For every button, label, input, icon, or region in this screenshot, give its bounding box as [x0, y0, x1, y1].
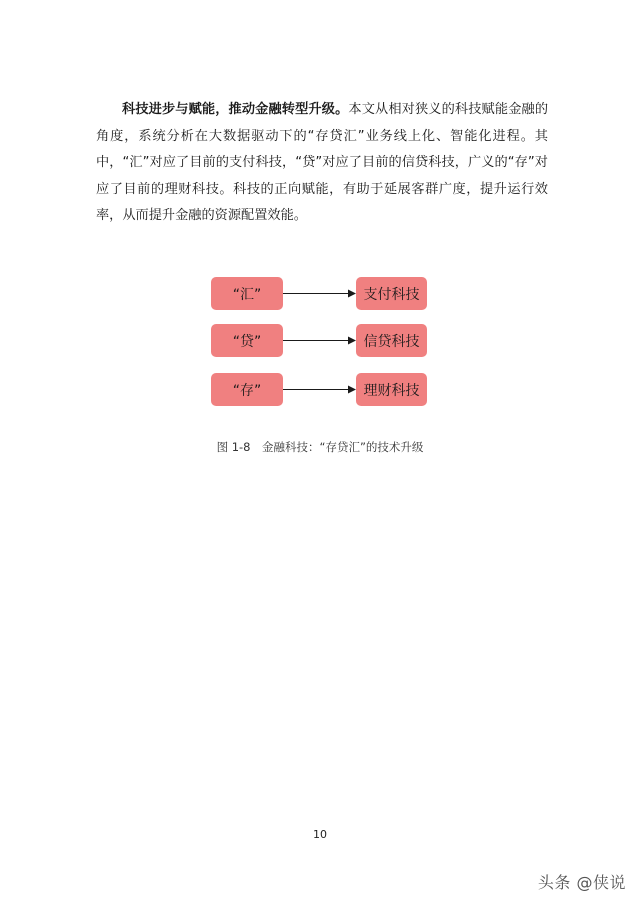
body-paragraph — [96, 97, 548, 230]
target-box-payment-tech: 支付科技 — [356, 277, 427, 310]
paragraph-text: 本文从相对狭义的科技赋能金融的角度，系统分析在大数据驱动下的“存贷汇”业务线上化、智能化进程。其中，“汇”对应了目前的支付科技，“贷”对应了目前的信贷科技，广义的“存”对应了目前的理财科技。科技的正向赋能，有助于延展客群广度，提升运行效率，从而提升金融的资源配置效能。 — [96, 102, 549, 223]
target-box-wealth-tech: 理财科技 — [356, 373, 427, 406]
source-box-hui: “汇” — [211, 277, 283, 310]
source-box-dai: “贷” — [211, 324, 283, 357]
figure-caption: 图 1-8 金融科技：“存贷汇”的技术升级 — [216, 440, 424, 454]
watermark: 头条 @侠说 — [537, 873, 626, 892]
target-box-credit-tech: 信贷科技 — [356, 324, 427, 357]
paragraph-lead: 科技进步与赋能，推动金融转型升级。 — [122, 102, 349, 117]
source-box-cun: “存” — [211, 373, 283, 406]
page-number: 10 — [313, 828, 327, 841]
